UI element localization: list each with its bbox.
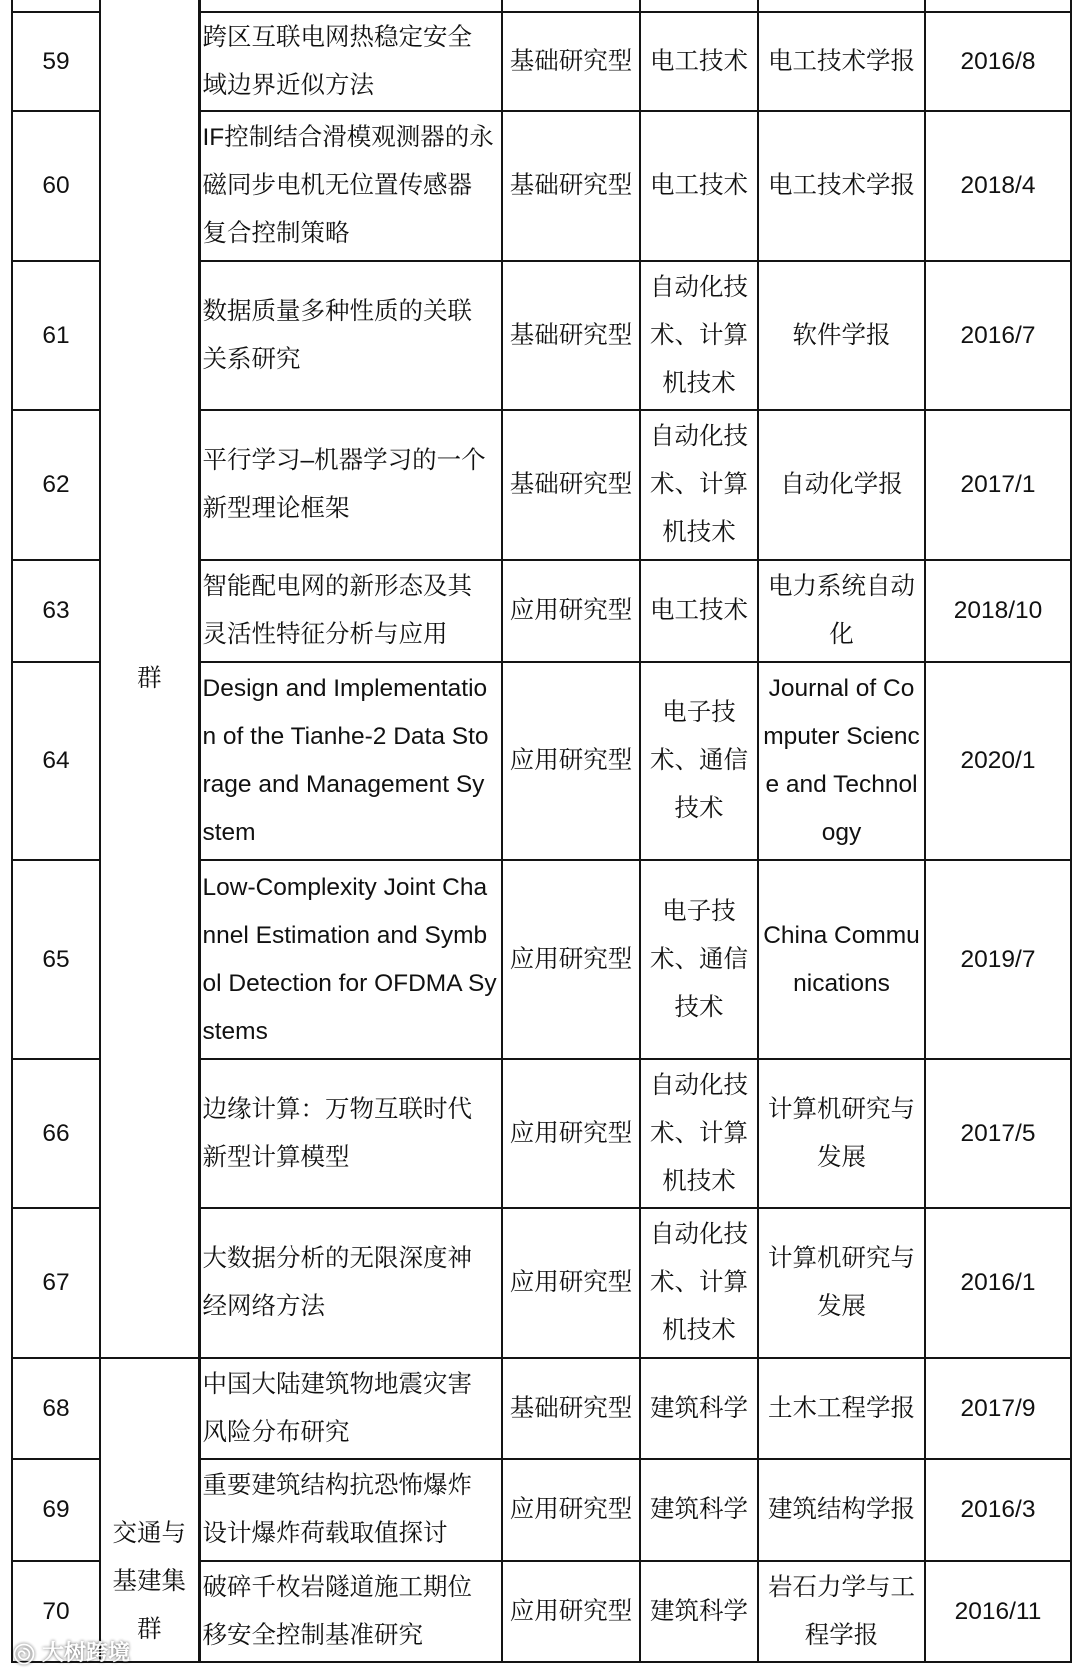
journal-cell	[758, 1459, 925, 1561]
paper-title-line: 设计爆炸荷载取值探讨	[202, 1520, 448, 1547]
journal-cell	[758, 12, 925, 111]
research-type: 应用研究型	[509, 1119, 633, 1147]
publication-date: 2016/11	[954, 1597, 1042, 1625]
row-number: 59	[42, 47, 70, 75]
row-number-cell	[12, 261, 100, 410]
research-type: 应用研究型	[509, 1269, 633, 1296]
journal-cell	[758, 860, 925, 1059]
journal-name-line: 电工技术学报	[768, 47, 915, 75]
row-number-cell	[12, 1459, 100, 1561]
row-number: 60	[42, 172, 70, 199]
journal-cell	[758, 662, 925, 860]
journal-name-line: 土木工程学报	[768, 1394, 915, 1422]
paper-title-line: 新型计算模型	[202, 1143, 350, 1171]
subject-field-line: 机技术	[662, 1317, 736, 1344]
research-type-cell	[502, 1059, 640, 1208]
table-row	[12, 1358, 1071, 1459]
paper-title-cell	[199, 560, 502, 662]
subject-field-line: 技术	[674, 795, 724, 822]
paper-title-cell	[199, 12, 502, 111]
paper-title-line: 关系研究	[202, 345, 301, 373]
subject-field-cell	[640, 1561, 758, 1662]
research-type: 应用研究型	[509, 945, 633, 973]
subject-field-line: 电工技术	[650, 172, 748, 199]
research-type: 应用研究型	[509, 1597, 633, 1625]
publication-date-cell	[925, 1561, 1071, 1662]
journal-cell	[758, 261, 925, 410]
subject-field-line: 电子技	[662, 897, 736, 925]
paper-title-line: Design and Implementatio	[202, 675, 488, 702]
research-type-cell	[502, 1358, 640, 1459]
paper-title-cell	[199, 860, 502, 1059]
subject-field-line: 术、通信	[650, 747, 748, 774]
cluster-label-line: 交通与	[112, 1520, 186, 1547]
publication-date: 2019/7	[960, 945, 1036, 973]
journal-cell	[758, 410, 925, 560]
subject-field-line: 电工技术	[650, 47, 748, 75]
paper-title-cell	[199, 1459, 502, 1561]
paper-title-line: 域边界近似方法	[202, 71, 374, 99]
paper-title-line: 智能配电网的新形态及其	[202, 573, 472, 600]
paper-list-table	[11, 0, 1072, 1663]
paper-title-line: 风险分布研究	[202, 1418, 350, 1446]
research-type: 基础研究型	[509, 1394, 633, 1422]
paper-title-line: 破碎千枚岩隧道施工期位	[202, 1573, 472, 1601]
research-type: 基础研究型	[509, 471, 633, 498]
publication-date: 2016/7	[960, 321, 1036, 349]
row-number-cell	[12, 12, 100, 111]
journal-name-line: 电力系统自动	[768, 573, 915, 600]
publication-date-cell	[925, 1358, 1071, 1459]
subject-field-line: 电子技	[662, 699, 736, 726]
journal-name-line: 化	[829, 621, 854, 648]
journal-name-line: nications	[793, 969, 890, 997]
publication-date-cell	[925, 1059, 1071, 1208]
subject-field-cell	[640, 1459, 758, 1561]
research-type-cell	[502, 1459, 640, 1561]
cut-off-cell	[925, 0, 1071, 12]
subject-field-cell	[640, 860, 758, 1059]
research-type: 应用研究型	[509, 747, 633, 774]
row-number-cell	[12, 560, 100, 662]
publication-date-cell	[925, 111, 1071, 261]
publication-date: 2016/1	[960, 1269, 1036, 1296]
row-number: 63	[42, 597, 70, 624]
research-type-cell	[502, 860, 640, 1059]
paper-title-line: stems	[202, 1017, 268, 1045]
paper-title-cell	[199, 111, 502, 261]
subject-field-line: 机技术	[662, 369, 736, 397]
table-body	[12, 0, 1071, 1662]
watermark-text: 大树跨境	[42, 1641, 131, 1666]
row-number-cell	[12, 111, 100, 261]
paper-title-line: 复合控制策略	[202, 220, 350, 247]
publication-date-cell	[925, 12, 1071, 111]
journal-name-line: ogy	[821, 819, 862, 846]
publication-date-cell	[925, 560, 1071, 662]
publication-date: 2017/1	[960, 471, 1036, 498]
subject-field-line: 术、计算	[650, 1119, 748, 1147]
paper-title-line: 跨区互联电网热稳定安全	[202, 23, 472, 51]
research-type-cell	[502, 12, 640, 111]
paper-title-line: 经网络方法	[202, 1293, 325, 1320]
subject-field-line: 机技术	[662, 1167, 736, 1195]
paper-title-cell	[199, 1358, 502, 1459]
research-type-cell	[502, 111, 640, 261]
cut-off-cell	[640, 0, 758, 12]
subject-field-line: 术、通信	[650, 945, 748, 973]
row-number: 66	[42, 1119, 70, 1147]
journal-name-line: 计算机研究与	[768, 1095, 915, 1123]
publication-date-cell	[925, 261, 1071, 410]
paper-title-line: IF控制结合滑模观测器的永	[202, 124, 494, 151]
journal-cell	[758, 1059, 925, 1208]
publication-date-cell	[925, 662, 1071, 860]
publication-date: 2017/5	[960, 1119, 1036, 1147]
journal-name-line: 自动化学报	[780, 471, 903, 498]
cut-off-cell	[12, 0, 100, 12]
paper-title-cell	[199, 1208, 502, 1358]
paper-title-cell	[199, 1561, 502, 1662]
journal-name-line: 程学报	[804, 1621, 879, 1649]
row-number: 69	[42, 1496, 70, 1523]
publication-date: 2018/10	[953, 597, 1043, 624]
publication-date: 2018/4	[960, 172, 1036, 199]
paper-title-line: nnel Estimation and Symb	[202, 921, 488, 949]
journal-name-line: 计算机研究与	[768, 1245, 915, 1272]
paper-title-line: 磁同步电机无位置传感器	[202, 172, 472, 199]
publication-date: 2016/8	[960, 47, 1036, 75]
cluster-cell	[100, 0, 199, 1358]
publication-date: 2016/3	[960, 1496, 1036, 1523]
paper-title-line: Low-Complexity Joint Cha	[202, 873, 488, 901]
subject-field-line: 机技术	[662, 519, 736, 546]
cut-off-cell	[758, 0, 925, 12]
subject-field-line: 建筑科学	[650, 1394, 748, 1422]
journal-name-line: 软件学报	[792, 321, 891, 349]
journal-cell	[758, 1208, 925, 1358]
journal-name-line: 岩石力学与工	[768, 1573, 915, 1601]
research-type: 基础研究型	[509, 321, 633, 349]
row-number: 61	[42, 321, 70, 349]
row-number: 67	[42, 1269, 70, 1296]
row-number: 62	[42, 471, 70, 498]
row-number: 65	[42, 945, 70, 973]
paper-title-cell	[199, 410, 502, 560]
subject-field-cell	[640, 12, 758, 111]
research-type: 应用研究型	[509, 597, 633, 624]
publication-date-cell	[925, 860, 1071, 1059]
paper-title-cell	[199, 662, 502, 860]
subject-field-cell	[640, 1358, 758, 1459]
research-type-cell	[502, 560, 640, 662]
row-number-cell	[12, 860, 100, 1059]
journal-name-line: 发展	[817, 1143, 866, 1171]
row-number: 70	[42, 1597, 70, 1625]
publication-date-cell	[925, 1208, 1071, 1358]
row-number-cell	[12, 410, 100, 560]
watermark	[13, 1642, 130, 1666]
subject-field-line: 术、计算	[650, 321, 748, 349]
subject-field-cell	[640, 1059, 758, 1208]
cluster-cell	[100, 1358, 199, 1662]
paper-title-line: stem	[202, 819, 256, 846]
paper-title-cell	[199, 261, 502, 410]
subject-field-line: 技术	[674, 993, 724, 1021]
publication-date-cell	[925, 410, 1071, 560]
paper-title-line: 灵活性特征分析与应用	[202, 621, 448, 648]
journal-name-line: 电工技术学报	[768, 172, 915, 199]
cut-off-row-remnant	[12, 0, 1071, 12]
paper-title-line: 平行学习–机器学习的一个	[202, 447, 486, 474]
research-type-cell	[502, 1561, 640, 1662]
cluster-label-line: 基建集	[112, 1568, 186, 1595]
row-number-cell	[12, 1059, 100, 1208]
cluster-label-line: 群	[137, 1616, 162, 1643]
journal-name-line: 建筑结构学报	[768, 1496, 915, 1523]
paper-title-line: ol Detection for OFDMA Sy	[202, 969, 497, 997]
row-number-cell	[12, 662, 100, 860]
paper-title-line: n of the Tianhe-2 Data Sto	[202, 723, 489, 750]
journal-name-line: Journal of Co	[768, 675, 915, 702]
journal-cell	[758, 560, 925, 662]
journal-cell	[758, 1561, 925, 1662]
publication-date-cell	[925, 1459, 1071, 1561]
publication-date: 2020/1	[960, 747, 1036, 774]
research-type-cell	[502, 662, 640, 860]
journal-name-line: e and Technol	[765, 771, 918, 798]
subject-field-cell	[640, 261, 758, 410]
research-type: 应用研究型	[509, 1496, 633, 1523]
journal-name-line: 发展	[817, 1293, 866, 1320]
subject-field-cell	[640, 410, 758, 560]
journal-name-line: China Commu	[763, 921, 920, 949]
cut-off-cell	[199, 0, 502, 12]
subject-field-cell	[640, 662, 758, 860]
subject-field-line: 自动化技	[650, 423, 748, 450]
subject-field-cell	[640, 1208, 758, 1358]
journal-cell	[758, 111, 925, 261]
subject-field-line: 自动化技	[650, 1221, 748, 1248]
paper-title-line: 中国大陆建筑物地震灾害	[202, 1370, 472, 1398]
research-type: 基础研究型	[509, 47, 633, 75]
subject-field-line: 术、计算	[650, 1269, 748, 1296]
research-type-cell	[502, 1208, 640, 1358]
research-type-cell	[502, 261, 640, 410]
subject-field-line: 自动化技	[650, 1071, 748, 1099]
row-number: 68	[42, 1394, 70, 1422]
subject-field-cell	[640, 560, 758, 662]
subject-field-line: 电工技术	[650, 597, 748, 624]
paper-title-line: 新型理论框架	[202, 495, 350, 522]
subject-field-cell	[640, 111, 758, 261]
row-number: 64	[42, 747, 70, 774]
cluster-label-line: 群	[137, 664, 162, 692]
paper-title-line: 数据质量多种性质的关联	[202, 297, 472, 325]
row-number-cell	[12, 1358, 100, 1459]
publication-date: 2017/9	[960, 1394, 1036, 1422]
subject-field-line: 建筑科学	[650, 1597, 748, 1625]
research-type-cell	[502, 410, 640, 560]
paper-title-line: 重要建筑结构抗恐怖爆炸	[202, 1472, 472, 1499]
subject-field-line: 术、计算	[650, 471, 748, 498]
paper-title-line: 大数据分析的无限深度神	[202, 1245, 472, 1272]
subject-field-line: 建筑科学	[650, 1496, 748, 1523]
row-number-cell	[12, 1208, 100, 1358]
subject-field-line: 自动化技	[650, 273, 748, 301]
watermark-logo-icon	[13, 1643, 35, 1665]
paper-title-line: rage and Management Sy	[202, 771, 485, 798]
paper-title-cell	[199, 1059, 502, 1208]
journal-cell	[758, 1358, 925, 1459]
research-type: 基础研究型	[509, 172, 633, 199]
paper-title-line: 边缘计算：万物互联时代	[202, 1095, 472, 1123]
journal-name-line: mputer Scienc	[763, 723, 920, 750]
paper-title-line: 移安全控制基准研究	[202, 1621, 423, 1649]
cut-off-cell	[502, 0, 640, 12]
